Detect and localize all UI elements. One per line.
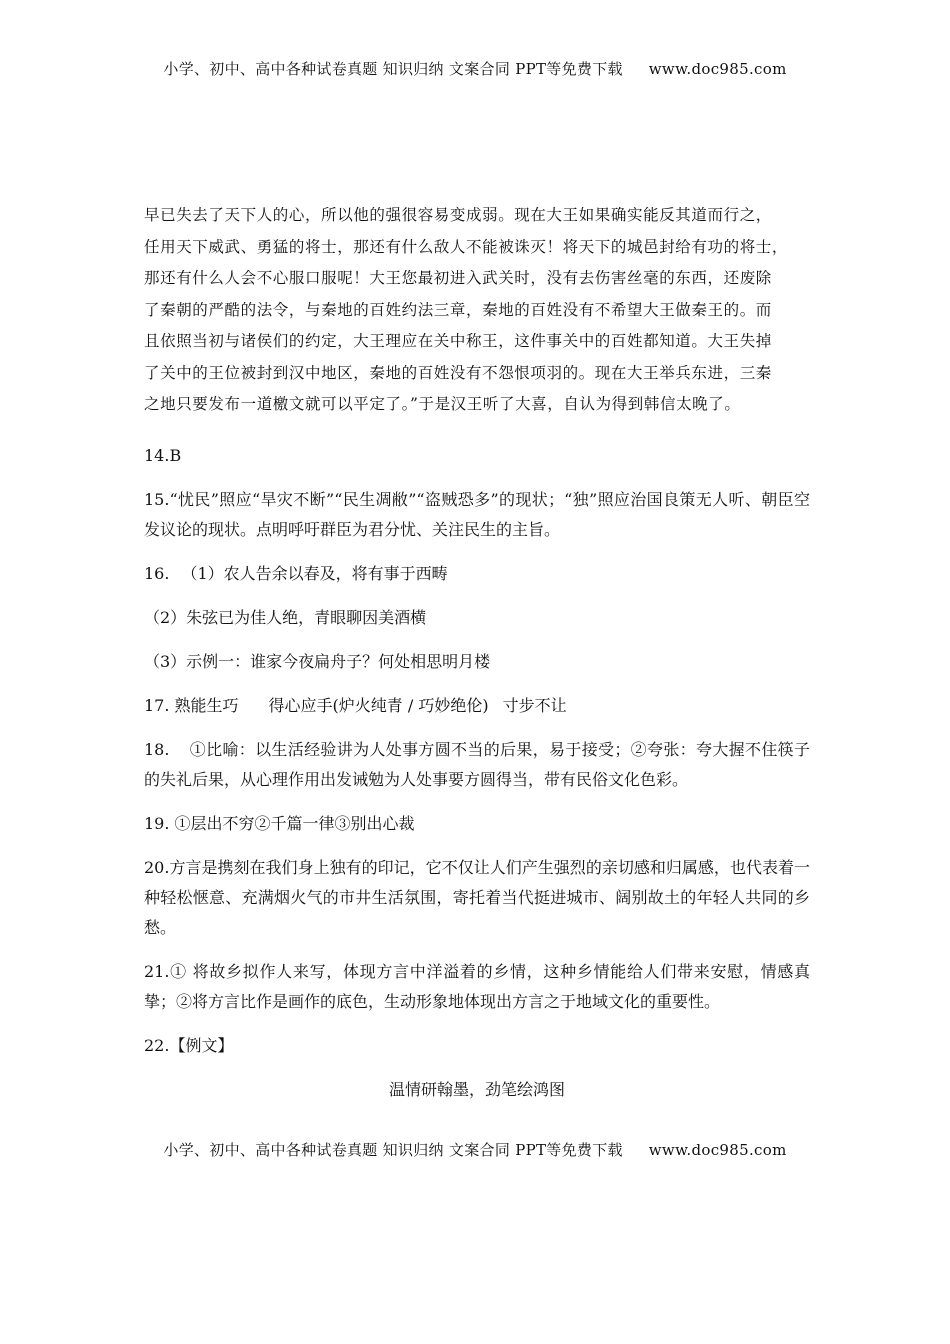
answer-16-2: （2）朱弦已为佳人绝，青眼聊因美酒横 — [144, 607, 427, 627]
passage-line: 了关中的王位被封到汉中地区，秦地的百姓没有不怨恨项羽的。现在大王举兵东进，三秦 — [144, 363, 772, 382]
answer-16-number: 16. — [144, 563, 170, 583]
answer-16-part1: （1）农人告余以春及，将有事于西畴 — [181, 563, 448, 583]
passage-line: 早已失去了天下人的心，所以他的强很容易变成弱。现在大王如果确实能反其道而行之， — [144, 206, 772, 224]
passage-line: 了秦朝的严酷的法令，与秦地的百姓约法三章，秦地的百姓没有不希望大王做秦王的。而 — [144, 300, 772, 319]
answer-18-text: ①比喻：以生活经验讲为人处事方圆不当的后果，易于接受；②夸张：夸大握不住筷子的失礼后果，从心理作用出发诫勉为人处事要方圆得当，带有民俗文化色彩。 — [144, 739, 810, 789]
footer-url[interactable]: www.doc985.com — [648, 1141, 787, 1159]
passage-line: 之地只要发布一道檄文就可以平定了。”于是汉王听了大喜，自认为得到韩信太晚了。 — [144, 395, 741, 413]
answer-17-part3: 寸步不让 — [502, 695, 567, 715]
header-url[interactable]: www.doc985.com — [648, 60, 787, 78]
answer-16-1 — [144, 559, 810, 589]
passage-line: 任用天下威武、勇猛的将士，那还有什么敌人不能被诛灭！将天下的城邑封给有功的将士， — [144, 237, 789, 256]
footer-text: 小学、初中、高中各种试卷真题 知识归纳 文案合同 PPT等免费下载 — [163, 1141, 623, 1159]
answer-17-part2: 得心应手(炉火纯青 / 巧妙绝伦) — [268, 695, 489, 715]
answer-20: 20.方言是携刻在我们身上独有的印记，它不仅让人们产生强烈的亲切感和归属感，也代表着一种轻松惬意、充满烟火气的市井生活氛围，寄托着当代挺进城市、阔别故土的年轻人共同的乡愁。 — [144, 857, 810, 937]
answer-22: 22.【例文】 — [144, 1035, 234, 1055]
essay-title: 温情研翰墨，劲笔绘鸿图 — [388, 1079, 565, 1099]
answer-17 — [144, 691, 810, 721]
header-text: 小学、初中、高中各种试卷真题 知识归纳 文案合同 PPT等免费下载 — [163, 60, 623, 78]
passage-line: 且依照当初与诸侯们的约定，大王理应在关中称王，这件事关中的百姓都知道。大王失掉 — [144, 332, 772, 350]
page-footer — [0, 1139, 950, 1160]
answer-17-part1: 17. 熟能生巧 — [144, 695, 239, 715]
answer-19: 19. ①层出不穷②千篇一律③别出心裁 — [144, 813, 415, 833]
answer-14: 14.B — [144, 445, 182, 465]
answer-18-number: 18. — [144, 739, 170, 759]
answer-18 — [144, 735, 810, 795]
translation-passage — [144, 200, 810, 421]
page-header — [0, 58, 950, 79]
passage-line: 那还有什么人会不心服口服呢！大王您最初进入武关时，没有去伤害丝毫的东西，还废除 — [144, 269, 772, 287]
answer-15: 15.“忧民”照应“旱灾不断”“民生凋敝”“盗贼恐多”的现状；“独”照应治国良策无人听、朝臣空发议论的现状。点明呼吁群臣为君分忧、关注民生的主旨。 — [144, 489, 810, 539]
document-body — [144, 200, 810, 1121]
answer-16-3: （3）示例一：谁家今夜扁舟子？何处相思明月楼 — [144, 651, 491, 671]
answer-21: 21.① 将故乡拟作人来写，体现方言中洋溢着的乡情，这种乡情能给人们带来安慰，情感真挚；②将方言比作是画作的底色，生动形象地体现出方言之于地域文化的重要性。 — [144, 961, 810, 1011]
